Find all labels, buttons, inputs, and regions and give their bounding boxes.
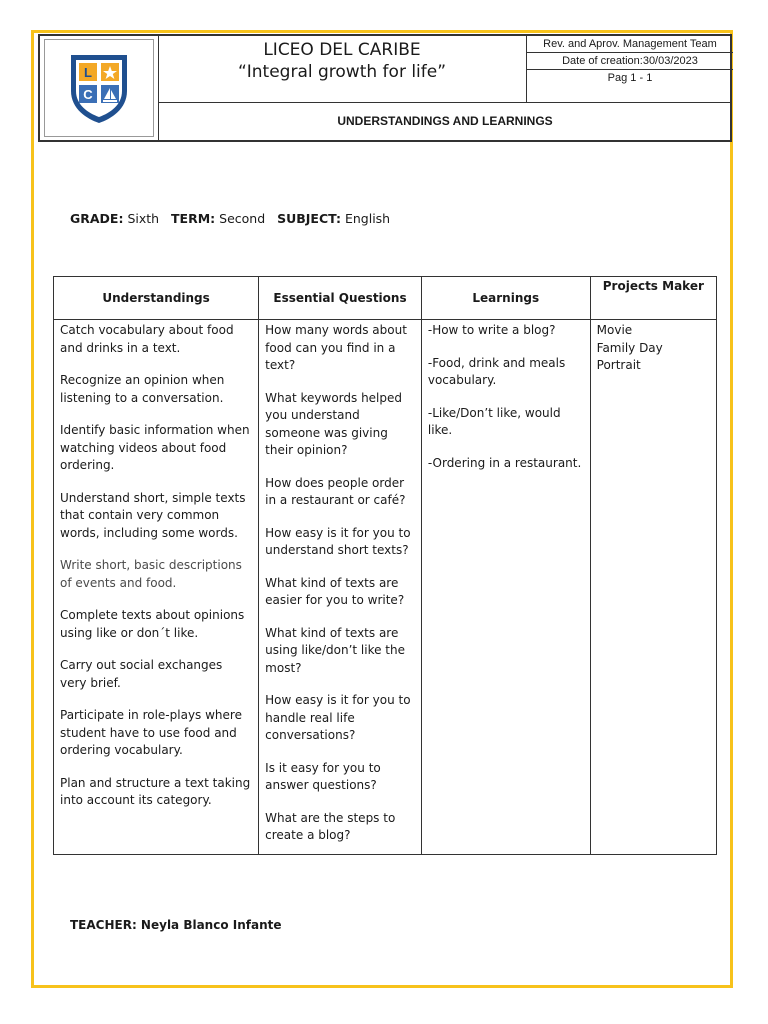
document-header (38, 34, 732, 142)
shield-logo-icon (67, 51, 131, 125)
list-item: Identify basic information when watching videos about food ordering. (60, 423, 250, 472)
list-item: Understand short, simple texts that contain very common words, including some words. (60, 490, 246, 540)
grade-value: Sixth (127, 211, 160, 226)
list-item: How easy is it for you to understand short texts? (265, 525, 411, 557)
list-item: Write short, basic descriptions of events and food. (60, 558, 242, 590)
questions-cell (259, 320, 422, 855)
understandings-cell (54, 320, 259, 855)
svg-text:L: L (84, 65, 92, 80)
svg-text:C: C (83, 87, 93, 102)
subject-label: SUBJECT: (277, 211, 341, 226)
list-item: What kind of texts are easier for you to write? (265, 575, 405, 607)
list-item: What kind of texts are using like/don’t like the most? (265, 625, 405, 675)
list-item: Family Day Portrait (596, 340, 663, 372)
header-learnings: Learnings (421, 277, 590, 320)
projects-cell (590, 320, 716, 855)
meta-date: Date of creation:30/03/2023 (527, 53, 733, 70)
list-item: -Food, drink and meals vocabulary. (427, 355, 566, 387)
list-item: -How to write a blog? (427, 323, 556, 337)
list-item: Is it easy for you to answer questions? (265, 760, 381, 792)
teacher-name: TEACHER: Neyla Blanco Infante (70, 918, 282, 932)
list-item: -Ordering in a restaurant. (427, 455, 582, 470)
list-item: What are the steps to create a blog? (265, 810, 396, 842)
list-item: Movie (596, 323, 633, 337)
list-item: Complete texts about opinions using like or don´t like. (60, 608, 245, 640)
school-name: LICEO DEL CARIBE (263, 40, 421, 60)
list-item: How easy is it for you to handle real life conversations? (265, 693, 411, 742)
list-item: Recognize an opinion when listening to a conversation. (60, 373, 225, 405)
term-label: TERM: (171, 211, 216, 226)
list-item: Catch vocabulary about food and drinks in a text. (60, 323, 234, 355)
meta-page: Pag 1 - 1 (607, 72, 653, 84)
learnings-cell (421, 320, 590, 855)
header-projects-maker: Projects Maker (590, 277, 716, 320)
subject-value: English (344, 211, 391, 226)
school-title-cell (158, 36, 526, 102)
header-essential-questions: Essential Questions (259, 277, 422, 320)
school-logo (44, 39, 154, 137)
header-understandings: Understandings (54, 277, 259, 320)
curriculum-table (53, 276, 717, 855)
document-title: UNDERSTANDINGS AND LEARNINGS (337, 114, 553, 128)
list-item: How many words about food can you find in a text? (265, 323, 407, 372)
school-motto: “Integral growth for life” (237, 62, 447, 82)
list-item: Participate in role-plays where student have to use food and ordering vocabulary. (60, 708, 242, 757)
course-info (70, 211, 390, 226)
list-item: Carry out social exchanges very brief. (60, 658, 223, 690)
term-value: Second (219, 211, 266, 226)
meta-revision: Rev. and Aprov. Management Team (527, 36, 733, 53)
grade-label: GRADE: (70, 211, 124, 226)
logo-cell (40, 36, 159, 140)
list-item: What keywords helped you understand someone was giving their opinion? (265, 390, 403, 457)
document-meta (526, 36, 733, 102)
table-row (54, 320, 717, 855)
list-item: -Like/Don’t like, would like. (427, 405, 561, 437)
list-item: How does people order in a restaurant or café? (265, 475, 406, 507)
table-header-row (54, 277, 717, 320)
list-item: Plan and structure a text taking into account its category. (60, 775, 251, 807)
